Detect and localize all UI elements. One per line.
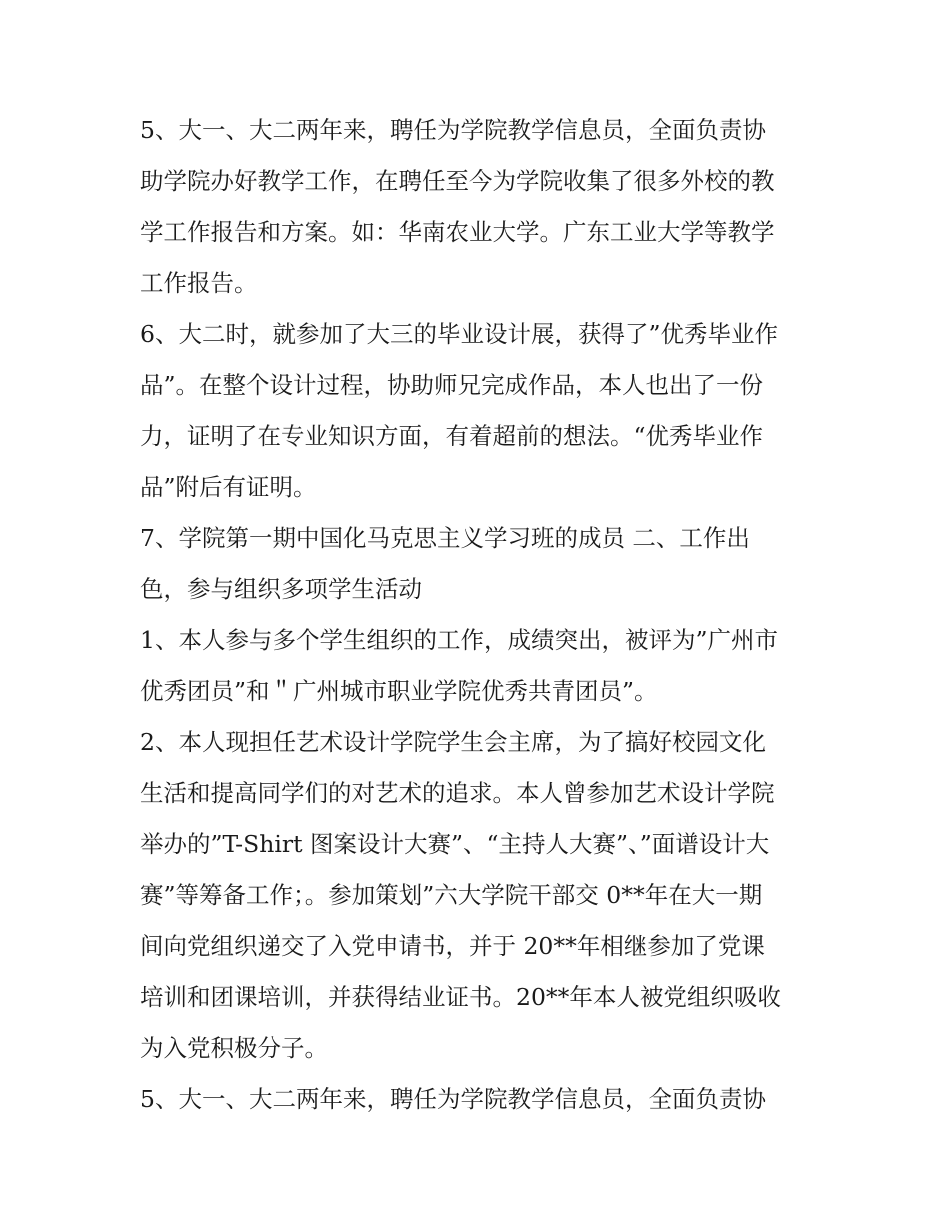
text-line: 色，参与组织多项学生活动 xyxy=(140,575,422,603)
text-line: 助学院办好教学工作，在聘任至今为学院收集了很多外校的教 xyxy=(140,167,775,195)
text-line: 赛”等筹备工作；。参加策划”六大学院干部交 0**年在大一期 xyxy=(140,881,763,909)
text-line: 学工作报告和方案。如：华南农业大学。广东工业大学等教学 xyxy=(140,218,775,246)
text-line: 1、本人参与多个学生组织的工作，成绩突出，被评为”广州市 xyxy=(140,626,778,654)
document-body xyxy=(140,105,820,1125)
text-line: 7、学院第一期中国化马克思主义学习班的成员 二、工作出 xyxy=(140,524,750,552)
text-line: 5、大一、大二两年来，聘任为学院教学信息员，全面负责协 xyxy=(140,116,766,144)
text-line: 培训和团课培训，并获得结业证书。20**年本人被党组织吸收 xyxy=(140,983,781,1011)
text-line: 2、本人现担任艺术设计学院学生会主席，为了搞好校园文化 xyxy=(140,728,766,756)
text-line: 间向党组织递交了入党申请书，并于 20**年相继参加了党课 xyxy=(140,932,765,960)
text-line: 6、大二时，就参加了大三的毕业设计展，获得了”优秀毕业作 xyxy=(140,320,778,348)
text-line: 举办的”T-Shirt 图案设计大赛”、“主持人大赛”、”面谱设计大 xyxy=(140,830,770,858)
text-line: 力，证明了在专业知识方面，有着超前的想法。“优秀毕业作 xyxy=(140,422,764,450)
text-line: 品”。在整个设计过程，协助师兄完成作品，本人也出了一份 xyxy=(140,371,764,399)
text-line: 工作报告。 xyxy=(140,269,258,297)
text-line: 5、大一、大二两年来，聘任为学院教学信息员，全面负责协 xyxy=(140,1085,766,1113)
text-line: 优秀团员”和＂广州城市职业学院优秀共青团员”。 xyxy=(140,677,658,705)
text-line: 为入党积极分子。 xyxy=(140,1034,328,1062)
text-line: 生活和提高同学们的对艺术的追求。本人曾参加艺术设计学院 xyxy=(140,779,775,807)
text-line: 品”附后有证明。 xyxy=(140,473,317,501)
